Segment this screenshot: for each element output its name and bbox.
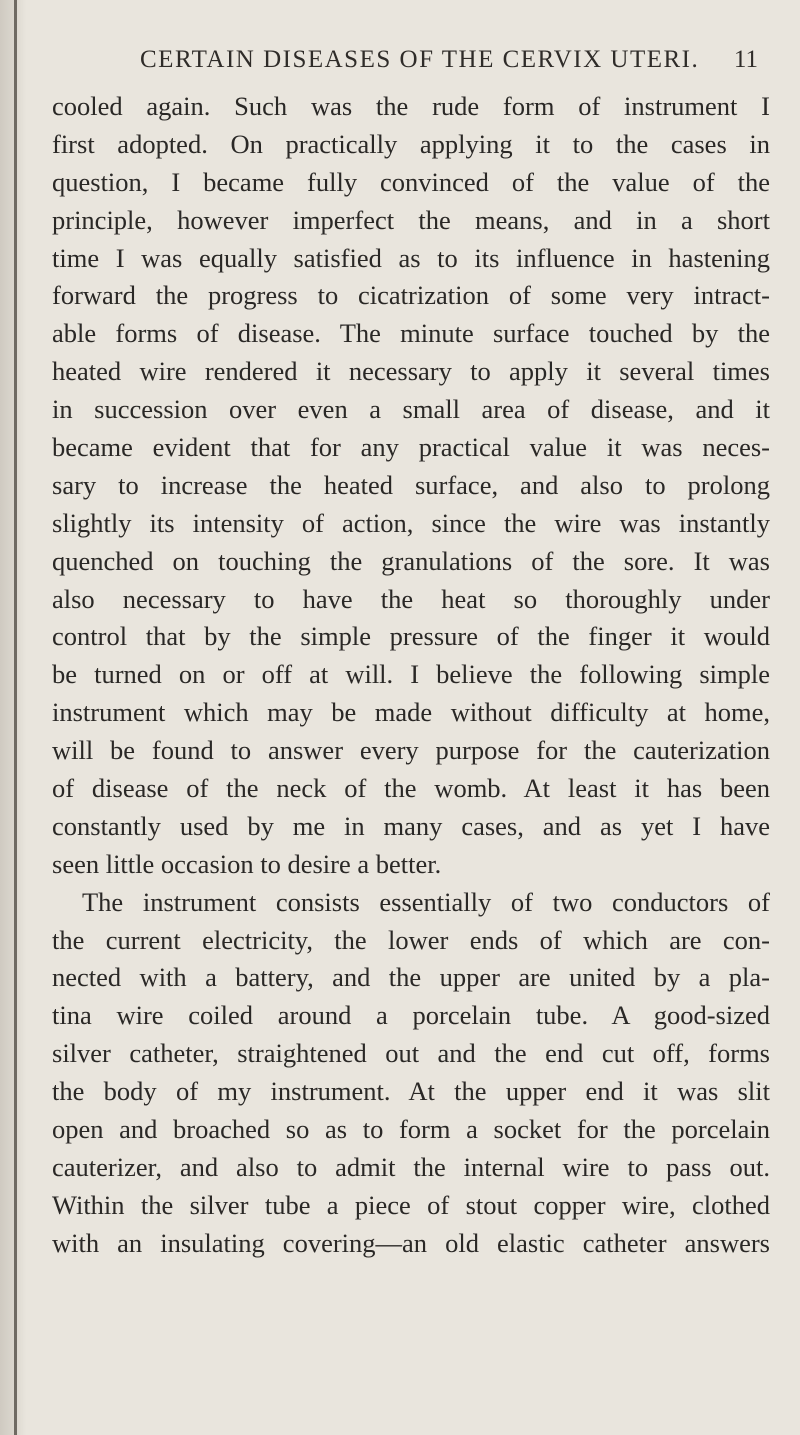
- paragraph-start-line: The instrument consists essentially of two conductors of: [82, 886, 770, 917]
- text-line: control that by the simple pressure of the finger it would: [52, 621, 770, 652]
- text-line: the current electricity, the lower ends of which are con-: [52, 924, 770, 955]
- running-head: [140, 46, 758, 86]
- text-line: first adopted. On practically applying it to the cases in: [52, 128, 770, 159]
- text-line: nected with a battery, and the upper are united by a pla-: [52, 962, 770, 993]
- text-line: instrument which may be made without difficulty at home,: [52, 697, 770, 728]
- text-line: Within the silver tube a piece of stout copper wire, clothed: [52, 1189, 770, 1220]
- paragraph-end-line: seen little occasion to desire a better.: [52, 848, 442, 879]
- text-line: slightly its intensity of action, since the wire was instantly: [52, 507, 770, 538]
- text-line: cauterizer, and also to admit the internal wire to pass out.: [52, 1151, 770, 1182]
- text-line: able forms of disease. The minute surface touched by the: [52, 318, 770, 349]
- text-line: principle, however imperfect the means, and in a short: [52, 204, 770, 235]
- body-text: [52, 88, 770, 1263]
- page-number: 11: [733, 46, 758, 73]
- text-line: be turned on or off at will. I believe the following simple: [52, 659, 770, 690]
- text-line: open and broached so as to form a socket for the porcelain: [52, 1114, 770, 1145]
- text-line: silver catheter, straightened out and the end cut off, forms: [52, 1038, 770, 1069]
- text-line: also necessary to have the heat so thoroughly under: [52, 583, 770, 614]
- text-line: will be found to answer every purpose for the cauterization: [52, 735, 770, 766]
- binding-edge: [14, 0, 17, 1435]
- text-line: constantly used by me in many cases, and as yet I have: [52, 810, 770, 841]
- text-line: became evident that for any practical value it was neces-: [52, 432, 770, 463]
- text-line: of disease of the neck of the womb. At least it has been: [52, 773, 770, 804]
- text-line: with an insulating covering—an old elastic catheter answers: [52, 1227, 770, 1258]
- running-title: CERTAIN DISEASES OF THE CERVIX UTERI.: [140, 46, 700, 73]
- text-line: tina wire coiled around a porcelain tube. A good-sized: [52, 1000, 770, 1031]
- text-line: forward the progress to cicatrization of some very intract-: [52, 280, 770, 311]
- text-line: question, I became fully convinced of the value of the: [52, 166, 770, 197]
- text-line: heated wire rendered it necessary to apply it several times: [52, 356, 770, 387]
- text-line: the body of my instrument. At the upper end it was slit: [52, 1076, 770, 1107]
- page-gutter: [0, 0, 26, 1435]
- text-line: quenched on touching the granulations of the sore. It was: [52, 545, 770, 576]
- text-line: cooled again. Such was the rude form of instrument I: [52, 91, 770, 121]
- text-line: time I was equally satisfied as to its influence in hastening: [52, 242, 770, 273]
- text-line: in succession over even a small area of disease, and it: [52, 394, 770, 425]
- text-line: sary to increase the heated surface, and also to prolong: [52, 469, 770, 500]
